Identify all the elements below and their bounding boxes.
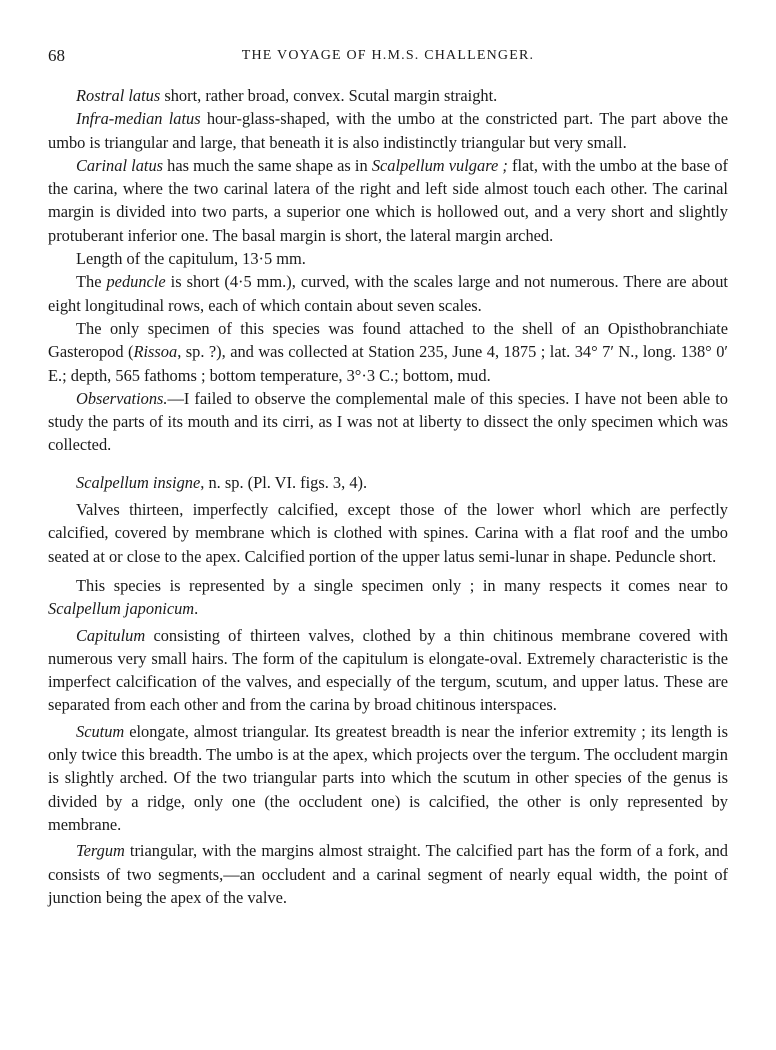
term-capitulum: Capitulum [76, 625, 146, 645]
paragraph-represented [48, 574, 728, 621]
text-segment: consisting of thirteen valves, clothed by a thin chitinous membrane covered with numerous very small hairs. The form of the capitulum is elongate-oval. Extremely characteristic is the imperfect calcification of the valves, and especially of the tergum, scutum, and upper latus. These are separated from each other and from the carina by broad chitinous interspaces. [48, 625, 728, 715]
paragraph-infra-median-latus [48, 107, 728, 154]
text-segment: flat, with the umbo at the base of the carina, where the two carinal latera of the right and left side almost touch each other. The carinal margin is divided into two parts, a superior one which is hollowed out, and a very short and slightly protuberant inferior one. The basal margin is short, the lateral margin arched. [48, 155, 729, 245]
text-segment: The only specimen of this species was found attached to the shell of an Opisthobranchiate Gasteropod ( [48, 318, 728, 362]
taxon-scalpellum-japonicum: Scalpellum japonicum [48, 599, 195, 619]
taxon-scalpellum-insigne: Scalpellum insigne [76, 472, 201, 492]
text-segment: —I failed to observe the complemental male of this species. I have not been able to study the parts of its mouth and its cirri, as I was not at liberty to dissect the only specimen which was collected. [48, 388, 728, 455]
term-observations: Observations. [76, 388, 168, 408]
text-segment: hour-glass-shaped, with the umbo at the constricted part. The part above the umbo is triangular and large, that beneath it is also indistinctly triangular but very small. [48, 109, 728, 152]
term-scutum: Scutum [76, 721, 125, 741]
text-segment: , n. sp. (Pl. VI. figs. 3, 4). [200, 472, 368, 492]
paragraph-peduncle [48, 270, 728, 317]
page-header [48, 46, 728, 70]
taxon-rissoa: Rissoa [133, 342, 178, 362]
term-peduncle: peduncle [106, 272, 166, 292]
page-number: 68 [48, 46, 65, 65]
text-segment: elongate, almost triangular. Its greatest breadth is near the inferior extremity ; its length is only twice this breadth. The umbo is at the apex, which projects over the tergum. The occludent margin is slightly arched. Of the two triangular parts into which the scutum in other species of the genus is divided by a ridge, only one (the occludent one) is calcified, the other is only represented by membrane. [48, 721, 728, 834]
text-segment: has much the same shape as in [163, 155, 372, 175]
term-infra-median-latus: Infra-median latus [76, 109, 201, 129]
paragraph-capitulum-length [48, 247, 728, 270]
text-segment: The [76, 272, 107, 292]
species-heading-scalpellum-insigne [48, 471, 728, 494]
text-segment: Valves thirteen, imperfectly calcified, except those of the lower whorl which are perfectly calcified, covered by membrane which is clothed with spines. Carina with a flat roof and the umbo seated at or close to the apex. Calcified portion of the upper latus semi-lunar in shape. Peduncle short. [48, 500, 728, 566]
text-segment: is short (4·5 mm.), curved, with the scales large and not numerous. There are about eight longitudinal rows, each of which contain about seven scales. [48, 272, 728, 315]
text-segment: Length of the capitulum, 13·5 mm. [76, 249, 306, 269]
paragraph-observations [48, 387, 728, 457]
text-segment: short, rather broad, convex. Scutal margin straight. [160, 86, 498, 105]
text-segment: triangular, with the margins almost straight. The calcified part has the form of a fork, and consists of two segments,—an occludent and a carinal segment of nearly equal width, the point of junction being the apex of the valve. [48, 841, 728, 907]
taxon-scalpellum-vulgare: Scalpellum vulgare ; [371, 155, 508, 175]
paragraph-diagnosis [48, 498, 728, 568]
text-segment: This species is represented by a single specimen only ; in many respects it comes near to [76, 575, 728, 595]
paragraph-capitulum [48, 624, 728, 717]
text-segment: . [194, 599, 199, 619]
paragraph-tergum [48, 839, 728, 909]
body-text [48, 84, 728, 909]
paragraph-scutum [48, 720, 728, 836]
running-head: THE VOYAGE OF H.M.S. CHALLENGER. [241, 48, 535, 63]
paragraph-carinal-latus [48, 154, 728, 247]
term-carinal-latus: Carinal latus [76, 155, 164, 175]
text-segment: , sp. ?), and was collected at Station 235, June 4, 1875 ; lat. 34° 7′ N., long. 138° 0′ E.; depth, 565 fathoms ; bottom temperature, 3°·3 C.; bottom, mud. [48, 342, 728, 385]
paragraph-specimen-locality [48, 317, 728, 387]
term-tergum: Tergum [76, 841, 125, 861]
term-rostral-latus: Rostral latus [76, 86, 161, 105]
paragraph-rostral-latus [48, 84, 728, 107]
